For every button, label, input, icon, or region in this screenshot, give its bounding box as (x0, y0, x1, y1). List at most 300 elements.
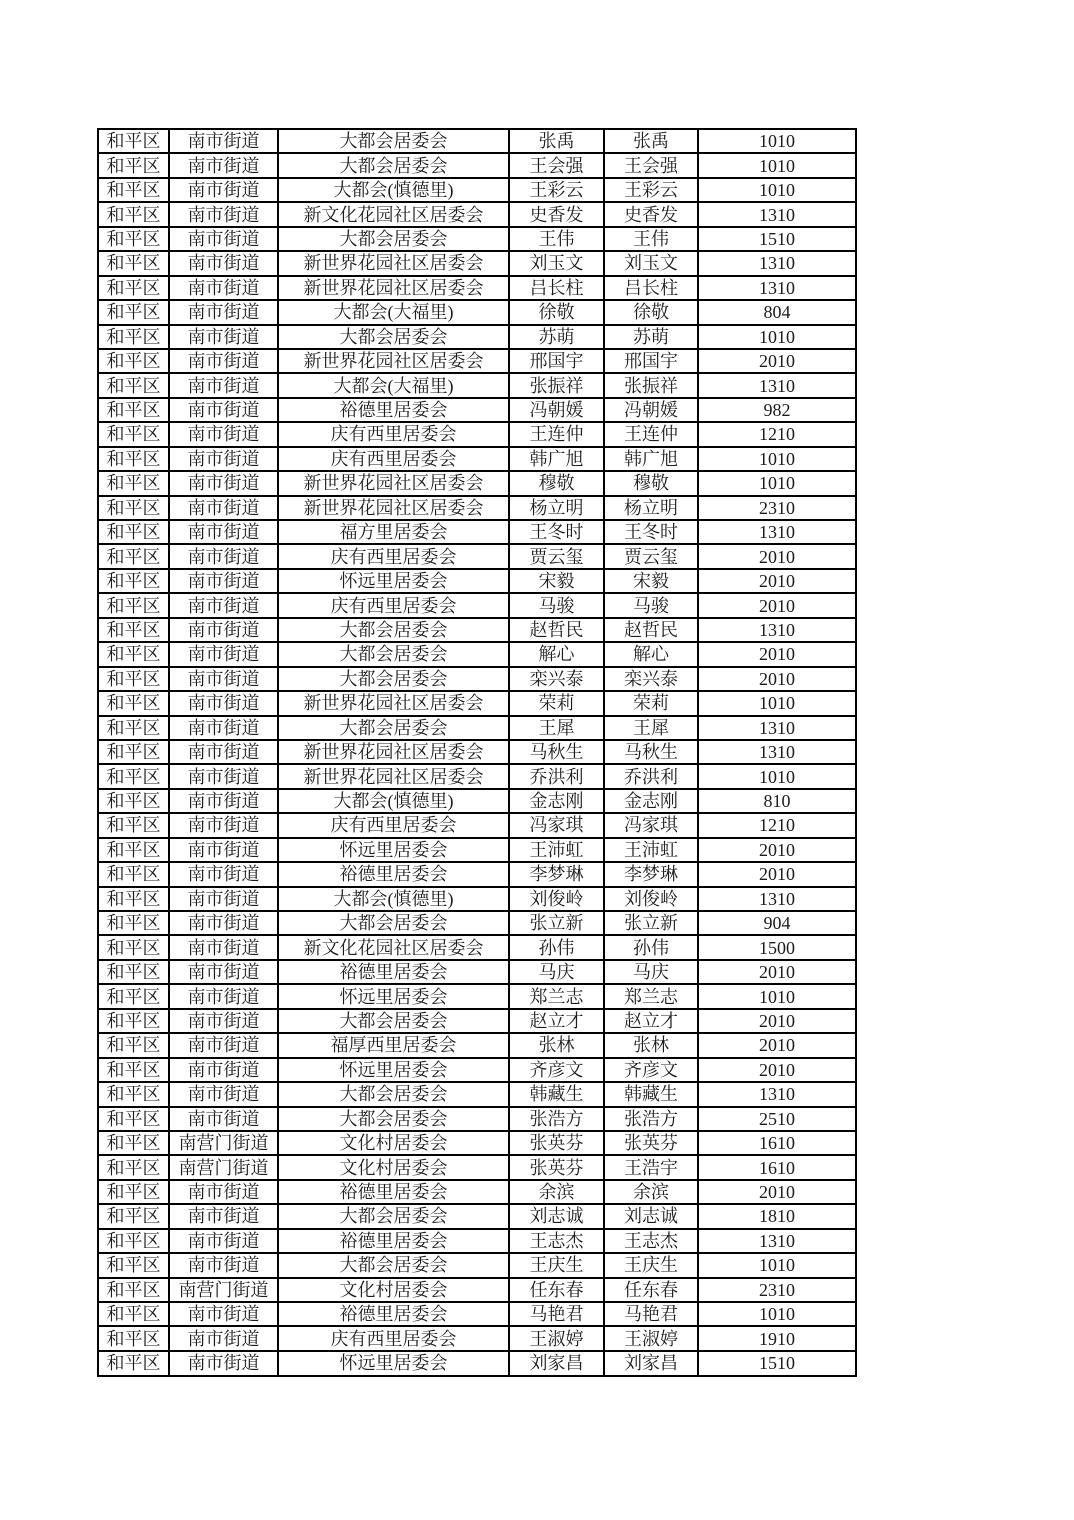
cell-name-1: 张英芬 (509, 1131, 604, 1155)
cell-name-1: 史香发 (509, 202, 604, 226)
cell-number: 2010 (698, 838, 856, 862)
cell-district: 和平区 (98, 1082, 169, 1106)
cell-number: 1510 (698, 1351, 856, 1376)
cell-number: 2010 (698, 960, 856, 984)
table-row (98, 667, 856, 691)
cell-number: 1310 (698, 740, 856, 764)
cell-name-2: 王淑婷 (604, 1326, 698, 1350)
cell-name-1: 宋毅 (509, 569, 604, 593)
cell-street: 南市街道 (169, 984, 278, 1008)
cell-street: 南市街道 (169, 447, 278, 471)
cell-committee: 福厚西里居委会 (278, 1033, 509, 1057)
cell-committee: 裕德里居委会 (278, 398, 509, 422)
cell-name-1: 张立新 (509, 911, 604, 935)
cell-district: 和平区 (98, 1278, 169, 1302)
cell-number: 2010 (698, 1009, 856, 1033)
cell-number: 1910 (698, 1326, 856, 1350)
cell-district: 和平区 (98, 1033, 169, 1057)
cell-name-2: 王沛虹 (604, 838, 698, 862)
cell-committee: 大都会居委会 (278, 227, 509, 251)
cell-number: 1010 (698, 1253, 856, 1277)
cell-committee: 新世界花园社区居委会 (278, 764, 509, 788)
cell-district: 和平区 (98, 1009, 169, 1033)
cell-street: 南市街道 (169, 960, 278, 984)
cell-committee: 裕德里居委会 (278, 960, 509, 984)
table-row (98, 373, 856, 397)
cell-name-1: 赵立才 (509, 1009, 604, 1033)
table-row (98, 422, 856, 446)
table-row (98, 153, 856, 177)
cell-number: 1010 (698, 471, 856, 495)
cell-name-2: 王连仲 (604, 422, 698, 446)
cell-number: 2010 (698, 642, 856, 666)
cell-street: 南市街道 (169, 422, 278, 446)
cell-street: 南市街道 (169, 813, 278, 837)
cell-committee: 大都会居委会 (278, 153, 509, 177)
table-row (98, 1180, 856, 1204)
cell-number: 1010 (698, 178, 856, 202)
cell-district: 和平区 (98, 1302, 169, 1326)
cell-number: 810 (698, 789, 856, 813)
cell-committee: 大都会居委会 (278, 129, 509, 153)
cell-district: 和平区 (98, 642, 169, 666)
cell-name-1: 王会强 (509, 153, 604, 177)
cell-street: 南市街道 (169, 1204, 278, 1228)
cell-street: 南市街道 (169, 838, 278, 862)
cell-committee: 大都会(大福里) (278, 373, 509, 397)
cell-committee: 庆有西里居委会 (278, 593, 509, 617)
cell-name-2: 刘俊岭 (604, 887, 698, 911)
cell-name-1: 杨立明 (509, 496, 604, 520)
cell-street: 南市街道 (169, 716, 278, 740)
cell-number: 2010 (698, 862, 856, 886)
cell-street: 南市街道 (169, 544, 278, 568)
table-row (98, 740, 856, 764)
cell-name-2: 冯朝媛 (604, 398, 698, 422)
cell-number: 904 (698, 911, 856, 935)
cell-committee: 文化村居委会 (278, 1278, 509, 1302)
cell-number: 1310 (698, 887, 856, 911)
cell-number: 1810 (698, 1204, 856, 1228)
cell-name-1: 王连仲 (509, 422, 604, 446)
cell-street: 南市街道 (169, 1009, 278, 1033)
cell-street: 南市街道 (169, 1302, 278, 1326)
cell-street: 南市街道 (169, 667, 278, 691)
cell-name-2: 刘玉文 (604, 251, 698, 275)
cell-district: 和平区 (98, 202, 169, 226)
cell-name-2: 乔洪利 (604, 764, 698, 788)
data-table (97, 128, 857, 1377)
cell-street: 南市街道 (169, 325, 278, 349)
cell-name-2: 吕长柱 (604, 276, 698, 300)
cell-committee: 大都会(慎德里) (278, 887, 509, 911)
cell-name-1: 王沛虹 (509, 838, 604, 862)
table-row (98, 716, 856, 740)
table-row (98, 569, 856, 593)
cell-number: 982 (698, 398, 856, 422)
cell-street: 南营门街道 (169, 1155, 278, 1179)
table-row (98, 789, 856, 813)
table-row (98, 227, 856, 251)
cell-district: 和平区 (98, 813, 169, 837)
cell-name-2: 马骏 (604, 593, 698, 617)
cell-name-1: 马庆 (509, 960, 604, 984)
cell-name-1: 余滨 (509, 1180, 604, 1204)
cell-district: 和平区 (98, 935, 169, 959)
cell-name-2: 刘志诚 (604, 1204, 698, 1228)
cell-number: 2010 (698, 1033, 856, 1057)
cell-number: 1010 (698, 764, 856, 788)
cell-street: 南市街道 (169, 153, 278, 177)
cell-street: 南市街道 (169, 1229, 278, 1253)
cell-name-2: 王志杰 (604, 1229, 698, 1253)
cell-name-2: 马秋生 (604, 740, 698, 764)
cell-name-2: 穆敬 (604, 471, 698, 495)
cell-name-1: 穆敬 (509, 471, 604, 495)
cell-name-1: 郑兰志 (509, 984, 604, 1008)
cell-district: 和平区 (98, 227, 169, 251)
table-row (98, 960, 856, 984)
cell-district: 和平区 (98, 569, 169, 593)
cell-district: 和平区 (98, 764, 169, 788)
cell-committee: 大都会居委会 (278, 1253, 509, 1277)
table-row (98, 642, 856, 666)
cell-name-2: 王会强 (604, 153, 698, 177)
cell-name-1: 韩广旭 (509, 447, 604, 471)
cell-district: 和平区 (98, 276, 169, 300)
cell-name-1: 齐彦文 (509, 1058, 604, 1082)
table-row (98, 862, 856, 886)
cell-name-2: 杨立明 (604, 496, 698, 520)
table-row (98, 1229, 856, 1253)
cell-street: 南市街道 (169, 471, 278, 495)
cell-name-1: 韩藏生 (509, 1082, 604, 1106)
cell-district: 和平区 (98, 300, 169, 324)
table-row (98, 691, 856, 715)
table-row (98, 1326, 856, 1350)
cell-district: 和平区 (98, 1351, 169, 1376)
cell-district: 和平区 (98, 862, 169, 886)
cell-name-2: 苏萌 (604, 325, 698, 349)
table-row (98, 325, 856, 349)
cell-street: 南市街道 (169, 276, 278, 300)
table-row (98, 813, 856, 837)
table-row (98, 1302, 856, 1326)
cell-name-2: 张禹 (604, 129, 698, 153)
table-row (98, 1155, 856, 1179)
cell-number: 1310 (698, 1229, 856, 1253)
table-row (98, 887, 856, 911)
cell-name-1: 张浩方 (509, 1107, 604, 1131)
table-row (98, 1131, 856, 1155)
cell-street: 南市街道 (169, 1351, 278, 1376)
cell-district: 和平区 (98, 325, 169, 349)
cell-name-2: 赵哲民 (604, 618, 698, 642)
cell-number: 1310 (698, 1082, 856, 1106)
cell-district: 和平区 (98, 520, 169, 544)
cell-name-2: 张林 (604, 1033, 698, 1057)
cell-district: 和平区 (98, 1131, 169, 1155)
cell-committee: 新世界花园社区居委会 (278, 740, 509, 764)
cell-number: 1010 (698, 691, 856, 715)
cell-name-2: 宋毅 (604, 569, 698, 593)
cell-committee: 怀远里居委会 (278, 569, 509, 593)
cell-committee: 大都会(慎德里) (278, 178, 509, 202)
cell-number: 1010 (698, 447, 856, 471)
table-row (98, 1278, 856, 1302)
table-row (98, 496, 856, 520)
cell-number: 1310 (698, 373, 856, 397)
cell-committee: 文化村居委会 (278, 1155, 509, 1179)
cell-name-2: 张浩方 (604, 1107, 698, 1131)
cell-name-1: 乔洪利 (509, 764, 604, 788)
cell-name-2: 任东春 (604, 1278, 698, 1302)
table-row (98, 764, 856, 788)
cell-name-1: 刘家昌 (509, 1351, 604, 1376)
cell-committee: 大都会居委会 (278, 911, 509, 935)
cell-district: 和平区 (98, 740, 169, 764)
table-row (98, 1058, 856, 1082)
table-row (98, 202, 856, 226)
cell-number: 2010 (698, 593, 856, 617)
cell-district: 和平区 (98, 471, 169, 495)
cell-district: 和平区 (98, 178, 169, 202)
cell-committee: 庆有西里居委会 (278, 422, 509, 446)
cell-street: 南市街道 (169, 862, 278, 886)
cell-street: 南市街道 (169, 764, 278, 788)
cell-name-1: 王志杰 (509, 1229, 604, 1253)
table-row (98, 251, 856, 275)
table-row (98, 1204, 856, 1228)
cell-street: 南营门街道 (169, 1278, 278, 1302)
cell-name-2: 金志刚 (604, 789, 698, 813)
cell-committee: 怀远里居委会 (278, 838, 509, 862)
cell-name-1: 王彩云 (509, 178, 604, 202)
cell-district: 和平区 (98, 1180, 169, 1204)
cell-number: 2010 (698, 667, 856, 691)
table-row (98, 276, 856, 300)
cell-name-2: 王伟 (604, 227, 698, 251)
cell-street: 南市街道 (169, 373, 278, 397)
cell-district: 和平区 (98, 1204, 169, 1228)
cell-name-2: 冯家琪 (604, 813, 698, 837)
cell-committee: 新世界花园社区居委会 (278, 349, 509, 373)
cell-committee: 新世界花园社区居委会 (278, 691, 509, 715)
table-row (98, 544, 856, 568)
cell-district: 和平区 (98, 984, 169, 1008)
cell-name-1: 张振祥 (509, 373, 604, 397)
table-row (98, 1009, 856, 1033)
cell-number: 1310 (698, 202, 856, 226)
cell-name-2: 郑兰志 (604, 984, 698, 1008)
cell-name-1: 刘志诚 (509, 1204, 604, 1228)
table-row (98, 838, 856, 862)
cell-committee: 新世界花园社区居委会 (278, 251, 509, 275)
cell-street: 南市街道 (169, 887, 278, 911)
cell-committee: 大都会居委会 (278, 618, 509, 642)
table-row (98, 1107, 856, 1131)
cell-district: 和平区 (98, 1253, 169, 1277)
cell-number: 1010 (698, 129, 856, 153)
cell-name-1: 苏萌 (509, 325, 604, 349)
table-row (98, 593, 856, 617)
cell-committee: 新世界花园社区居委会 (278, 496, 509, 520)
cell-number: 1310 (698, 520, 856, 544)
cell-street: 南市街道 (169, 1082, 278, 1106)
cell-name-1: 刘俊岭 (509, 887, 604, 911)
table-row (98, 129, 856, 153)
cell-street: 南市街道 (169, 1180, 278, 1204)
cell-district: 和平区 (98, 251, 169, 275)
cell-district: 和平区 (98, 1107, 169, 1131)
cell-committee: 庆有西里居委会 (278, 544, 509, 568)
table-row (98, 520, 856, 544)
cell-name-1: 王淑婷 (509, 1326, 604, 1350)
cell-district: 和平区 (98, 691, 169, 715)
cell-name-2: 赵立才 (604, 1009, 698, 1033)
cell-number: 2010 (698, 544, 856, 568)
table-row (98, 1351, 856, 1376)
cell-name-2: 张振祥 (604, 373, 698, 397)
table-row (98, 300, 856, 324)
cell-name-2: 栾兴泰 (604, 667, 698, 691)
cell-committee: 大都会(大福里) (278, 300, 509, 324)
cell-street: 南市街道 (169, 1253, 278, 1277)
cell-name-2: 荣莉 (604, 691, 698, 715)
table-row (98, 935, 856, 959)
cell-street: 南市街道 (169, 129, 278, 153)
cell-street: 南市街道 (169, 300, 278, 324)
cell-name-2: 王庆生 (604, 1253, 698, 1277)
cell-committee: 怀远里居委会 (278, 984, 509, 1008)
cell-name-2: 张立新 (604, 911, 698, 935)
cell-street: 南市街道 (169, 1107, 278, 1131)
cell-name-1: 金志刚 (509, 789, 604, 813)
cell-name-2: 马庆 (604, 960, 698, 984)
cell-street: 南市街道 (169, 1326, 278, 1350)
cell-name-1: 张禹 (509, 129, 604, 153)
cell-name-1: 冯朝媛 (509, 398, 604, 422)
cell-name-1: 任东春 (509, 1278, 604, 1302)
cell-number: 2010 (698, 569, 856, 593)
cell-number: 1610 (698, 1131, 856, 1155)
cell-street: 南营门街道 (169, 1131, 278, 1155)
cell-name-2: 韩藏生 (604, 1082, 698, 1106)
cell-district: 和平区 (98, 593, 169, 617)
table-row (98, 471, 856, 495)
cell-district: 和平区 (98, 398, 169, 422)
cell-number: 1310 (698, 716, 856, 740)
cell-street: 南市街道 (169, 911, 278, 935)
cell-committee: 怀远里居委会 (278, 1058, 509, 1082)
cell-name-2: 史香发 (604, 202, 698, 226)
cell-number: 1010 (698, 325, 856, 349)
cell-street: 南市街道 (169, 178, 278, 202)
cell-name-2: 王浩宇 (604, 1155, 698, 1179)
cell-name-1: 解心 (509, 642, 604, 666)
cell-district: 和平区 (98, 960, 169, 984)
cell-committee: 福方里居委会 (278, 520, 509, 544)
cell-district: 和平区 (98, 1155, 169, 1179)
table-row (98, 1253, 856, 1277)
cell-name-2: 王冬时 (604, 520, 698, 544)
cell-number: 1210 (698, 422, 856, 446)
cell-name-1: 徐敬 (509, 300, 604, 324)
cell-street: 南市街道 (169, 496, 278, 520)
cell-district: 和平区 (98, 911, 169, 935)
cell-street: 南市街道 (169, 618, 278, 642)
cell-street: 南市街道 (169, 593, 278, 617)
cell-name-2: 李梦琳 (604, 862, 698, 886)
cell-street: 南市街道 (169, 202, 278, 226)
cell-committee: 大都会居委会 (278, 1009, 509, 1033)
cell-name-1: 孙伟 (509, 935, 604, 959)
cell-committee: 新文化花园社区居委会 (278, 935, 509, 959)
cell-street: 南市街道 (169, 691, 278, 715)
cell-name-1: 吕长柱 (509, 276, 604, 300)
cell-name-1: 王冬时 (509, 520, 604, 544)
cell-committee: 裕德里居委会 (278, 1229, 509, 1253)
cell-name-1: 马秋生 (509, 740, 604, 764)
cell-number: 1010 (698, 984, 856, 1008)
cell-number: 1010 (698, 153, 856, 177)
cell-name-1: 贾云玺 (509, 544, 604, 568)
cell-district: 和平区 (98, 153, 169, 177)
cell-street: 南市街道 (169, 1033, 278, 1057)
cell-committee: 庆有西里居委会 (278, 813, 509, 837)
cell-district: 和平区 (98, 887, 169, 911)
table-row (98, 1082, 856, 1106)
cell-district: 和平区 (98, 1058, 169, 1082)
cell-name-1: 栾兴泰 (509, 667, 604, 691)
cell-number: 2010 (698, 1058, 856, 1082)
cell-number: 1010 (698, 1302, 856, 1326)
cell-name-2: 齐彦文 (604, 1058, 698, 1082)
cell-name-1: 张英芬 (509, 1155, 604, 1179)
cell-street: 南市街道 (169, 1058, 278, 1082)
cell-district: 和平区 (98, 618, 169, 642)
cell-committee: 大都会居委会 (278, 716, 509, 740)
cell-name-2: 邢国宇 (604, 349, 698, 373)
table-row (98, 984, 856, 1008)
table-row (98, 349, 856, 373)
cell-name-1: 马骏 (509, 593, 604, 617)
cell-committee: 新世界花园社区居委会 (278, 276, 509, 300)
cell-number: 1310 (698, 251, 856, 275)
cell-name-1: 王伟 (509, 227, 604, 251)
cell-committee: 庆有西里居委会 (278, 447, 509, 471)
cell-name-2: 王犀 (604, 716, 698, 740)
cell-district: 和平区 (98, 1229, 169, 1253)
cell-name-2: 孙伟 (604, 935, 698, 959)
cell-name-1: 赵哲民 (509, 618, 604, 642)
cell-committee: 大都会居委会 (278, 642, 509, 666)
cell-street: 南市街道 (169, 227, 278, 251)
cell-name-2: 解心 (604, 642, 698, 666)
cell-district: 和平区 (98, 838, 169, 862)
cell-district: 和平区 (98, 129, 169, 153)
cell-committee: 大都会居委会 (278, 325, 509, 349)
cell-committee: 庆有西里居委会 (278, 1326, 509, 1350)
cell-number: 2010 (698, 1180, 856, 1204)
cell-number: 1210 (698, 813, 856, 837)
cell-name-1: 王庆生 (509, 1253, 604, 1277)
cell-committee: 大都会(慎德里) (278, 789, 509, 813)
cell-committee: 大都会居委会 (278, 1204, 509, 1228)
cell-number: 2310 (698, 1278, 856, 1302)
cell-name-2: 韩广旭 (604, 447, 698, 471)
cell-street: 南市街道 (169, 935, 278, 959)
